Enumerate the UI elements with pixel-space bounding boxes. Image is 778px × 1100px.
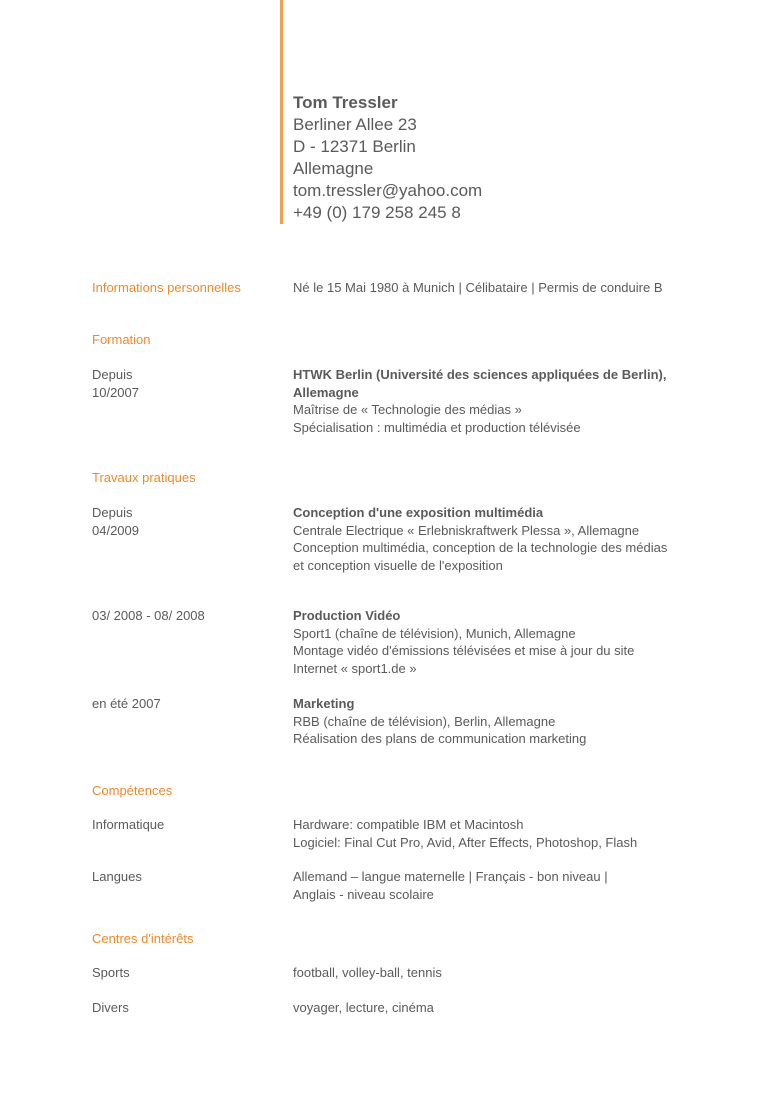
- section-heading-formation: Formation: [92, 332, 151, 347]
- accent-divider-bar: [280, 0, 283, 224]
- entry-line: RBB (chaîne de télévision), Berlin, Allemagne: [293, 713, 556, 729]
- travaux-entry: [293, 504, 667, 574]
- candidate-name: Tom Tressler: [293, 93, 398, 112]
- entry-line: Maîtrise de « Technologie des médias »: [293, 402, 522, 417]
- skill-value: [293, 816, 637, 851]
- interest-label: Sports: [92, 965, 130, 980]
- entry-line: Montage vidéo d'émissions télévisées et mise à jour du site: [293, 643, 635, 658]
- entry-line: Allemand – langue maternelle | Français - bon niveau |: [293, 869, 608, 884]
- skill-label: Langues: [92, 869, 142, 884]
- travaux-date: [92, 504, 139, 539]
- entry-title: HTWK Berlin (Université des sciences appliquées de Berlin),: [293, 367, 667, 382]
- entry-line: Anglais - niveau scolaire: [293, 886, 434, 902]
- date-line: Depuis: [92, 505, 133, 520]
- formation-entry: [293, 366, 667, 436]
- entry-line: et conception visuelle de l'exposition: [293, 557, 503, 573]
- travaux-date: 03/ 2008 - 08/ 2008: [92, 608, 205, 623]
- entry-line: Conception multimédia, conception de la technologie des médias: [293, 540, 668, 555]
- contact-block: [293, 92, 482, 224]
- date-line: Depuis: [92, 367, 133, 382]
- address-street: Berliner Allee 23: [293, 115, 417, 134]
- address-city: D - 12371 Berlin: [293, 137, 416, 156]
- interest-value: voyager, lecture, cinéma: [293, 1000, 434, 1015]
- section-heading-competences: Compétences: [92, 783, 173, 798]
- interest-value: football, volley-ball, tennis: [293, 965, 442, 980]
- section-heading-travaux: Travaux pratiques: [92, 470, 196, 485]
- section-heading-personal: Informations personnelles: [92, 280, 241, 295]
- travaux-entry: [293, 695, 586, 748]
- personal-info-text: Né le 15 Mai 1980 à Munich | Célibataire | Permis de conduire B: [293, 280, 663, 295]
- address-country: Allemagne: [293, 159, 374, 178]
- interest-label: Divers: [92, 1000, 129, 1015]
- section-heading-interets: Centres d'intérêts: [92, 931, 194, 946]
- skill-label: Informatique: [92, 817, 165, 832]
- phone-number: +49 (0) 179 258 245 8: [293, 203, 461, 222]
- date-line: 10/2007: [92, 384, 139, 400]
- formation-date: [92, 366, 139, 401]
- entry-line: Logiciel: Final Cut Pro, Avid, After Effects, Photoshop, Flash: [293, 834, 638, 850]
- date-line: 04/2009: [92, 522, 139, 538]
- entry-line: Internet « sport1.de »: [293, 660, 417, 676]
- skill-value: [293, 868, 608, 903]
- entry-title: Marketing: [293, 696, 355, 711]
- travaux-date: en été 2007: [92, 696, 161, 711]
- entry-title: Production Vidéo: [293, 608, 401, 623]
- email-link[interactable]: tom.tressler@yahoo.com: [293, 181, 483, 200]
- entry-line: Spécialisation : multimédia et production télévisée: [293, 419, 581, 435]
- entry-title: Allemagne: [293, 384, 359, 400]
- entry-line: Réalisation des plans de communication marketing: [293, 731, 587, 746]
- travaux-entry: [293, 607, 634, 677]
- entry-line: Centrale Electrique « Erlebniskraftwerk Plessa », Allemagne: [293, 522, 640, 538]
- entry-title: Conception d'une exposition multimédia: [293, 505, 544, 520]
- entry-line: Hardware: compatible IBM et Macintosh: [293, 817, 524, 832]
- entry-line: Sport1 (chaîne de télévision), Munich, Allemagne: [293, 625, 576, 641]
